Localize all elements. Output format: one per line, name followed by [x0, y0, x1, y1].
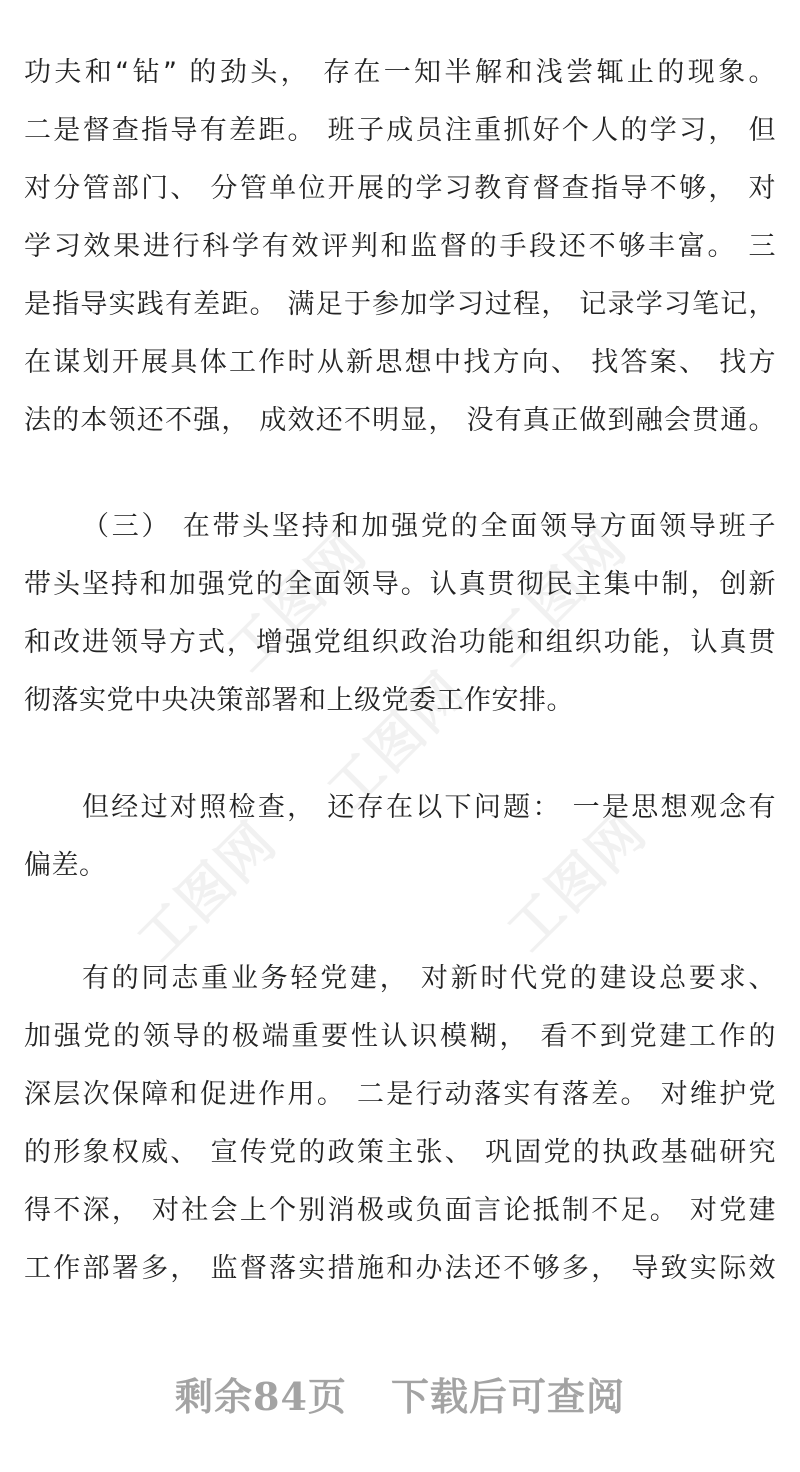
watermark: 工图网 [315, 659, 479, 823]
text-line: 加强党的领导的极端重要性认识模糊， 看不到党建工作的 [24, 1021, 776, 1052]
text-line: 深层次保障和促进作用。 二是行动落实有落差。 对维护党 [24, 1079, 776, 1110]
text-line: 彻落实党中央决策部署和上级党委工作安排。 [24, 685, 574, 716]
text-line: 带头坚持和加强党的全面领导。认真贯彻民主集中制，创新 [24, 569, 776, 600]
text-line: 二是督查指导有差距。 班子成员注重抓好个人的学习， 但 [24, 115, 776, 146]
paragraph-1 [24, 44, 776, 450]
watermark: 工图网 [215, 519, 379, 683]
watermark: 工图网 [495, 799, 659, 963]
text-line: 偏差。 [24, 850, 107, 881]
text-line: 法的本领还不强， 成效还不明显， 没有真正做到融会贯通。 [24, 405, 776, 436]
text-line: 有的同志重业务轻党建， 对新时代党的建设总要求、 [82, 963, 776, 994]
paragraph-3 [24, 779, 776, 895]
watermark: 工图网 [125, 809, 289, 973]
text-line: 对分管部门、 分管单位开展的学习教育督查指导不够， 对 [24, 173, 776, 204]
download-to-view-label: 下载后可查阅 [390, 1374, 625, 1419]
text-line: 但经过对照检查， 还存在以下问题： 一是思想观念有 [82, 792, 776, 823]
text-line: 学习效果进行科学有效评判和监督的手段还不够丰富。 三 [24, 231, 776, 262]
remaining-pages-label: 剩余84页 [175, 1374, 347, 1419]
text-line: 和改进领导方式，增强党组织政治功能和组织功能，认真贯 [24, 627, 776, 658]
section-heading-line: （三） 在带头坚持和加强党的全面领导方面领导班子 [82, 511, 776, 542]
paragraph-4 [24, 950, 776, 1298]
text-line: 是指导实践有差距。 满足于参加学习过程， 记录学习笔记， [24, 289, 776, 320]
text-line: 功夫和“钻” 的劲头， 存在一知半解和浅尝辄止的现象。 [24, 57, 776, 88]
paragraph-2 [24, 498, 776, 730]
text-line: 在谋划开展具体工作时从新思想中找方向、 找答案、 找方 [24, 347, 776, 378]
download-prompt[interactable] [0, 1366, 800, 1421]
text-line: 得不深， 对社会上个别消极或负面言论抵制不足。 对党建 [24, 1195, 776, 1226]
text-line: 的形象权威、 宣传党的政策主张、 巩固党的执政基础研究 [24, 1137, 776, 1168]
text-line: 工作部署多， 监督落实措施和办法还不够多， 导致实际效 [24, 1253, 776, 1284]
watermark: 工图网 [475, 514, 639, 678]
